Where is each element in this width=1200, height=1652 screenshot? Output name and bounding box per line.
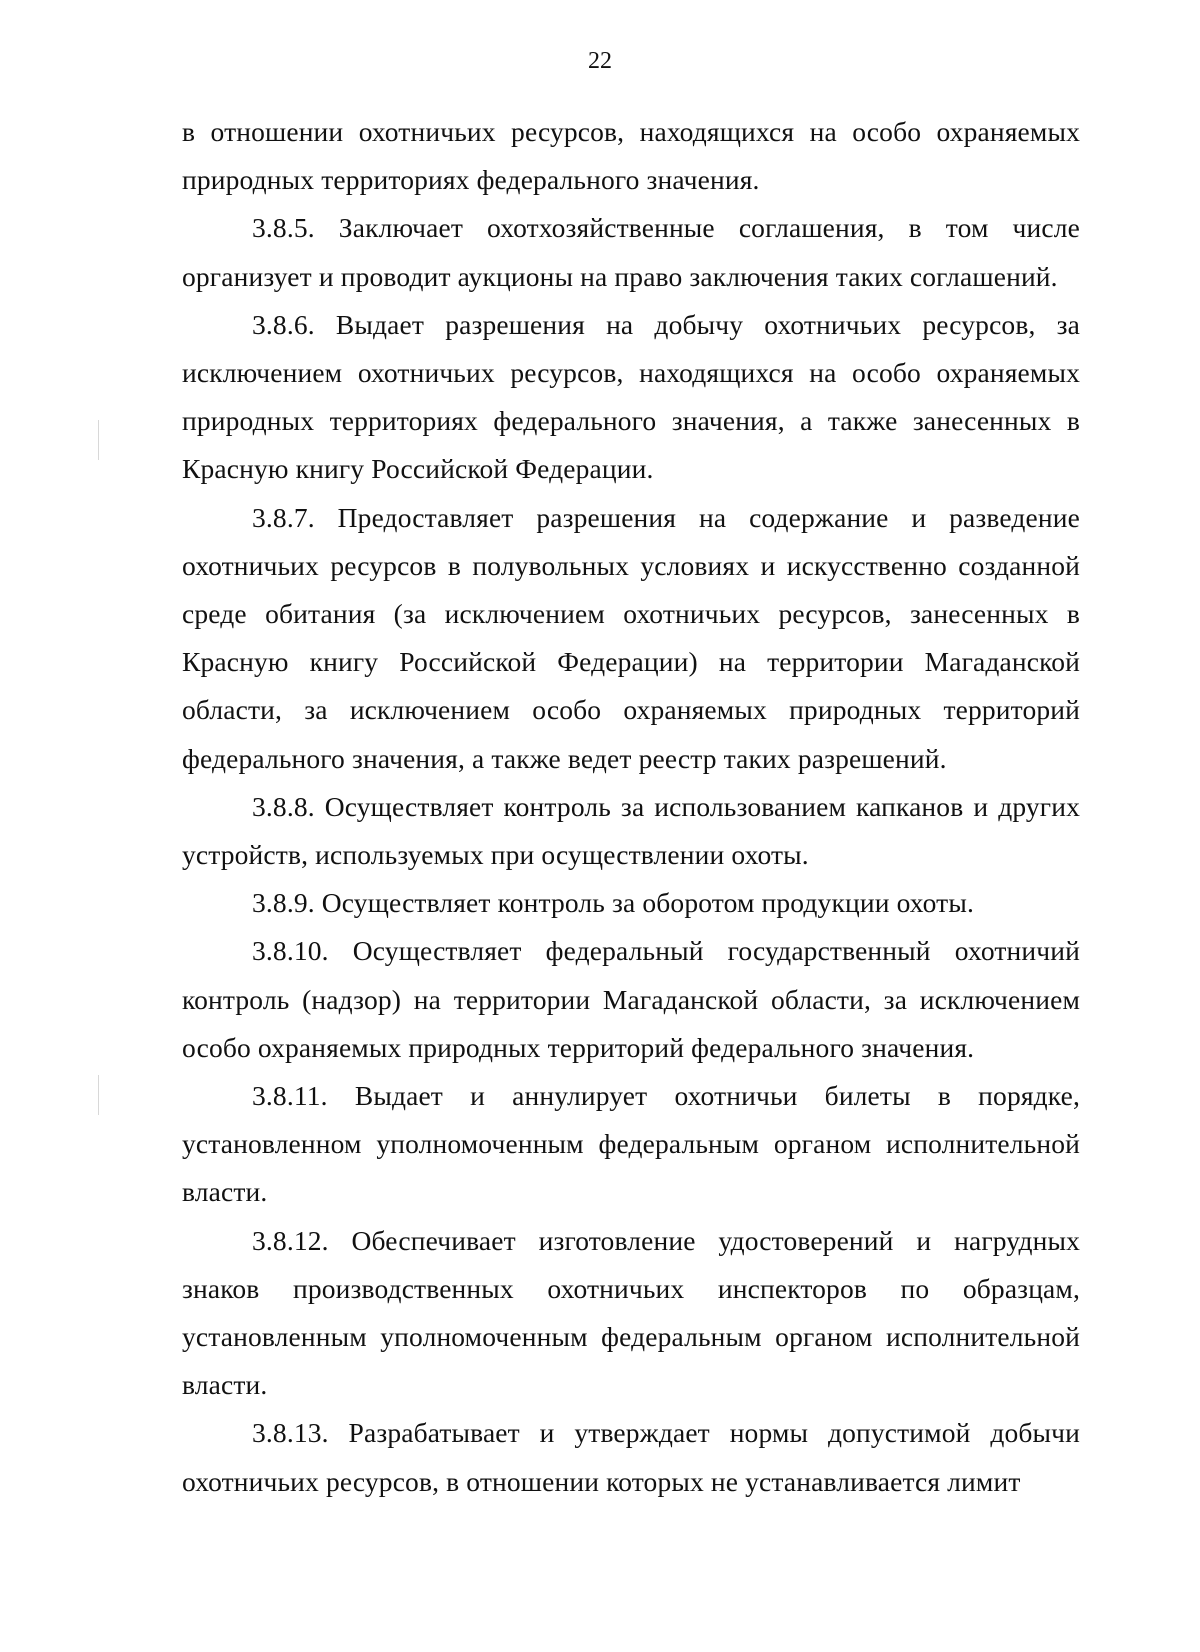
paragraph-3-8-10: 3.8.10. Осуществляет федеральный государственный охотничий контроль (надзор) на территории Магаданской области, за исключением особо охраняемых природных территорий федерального значения. (182, 935, 1080, 1063)
paragraph-3-8-6: 3.8.6. Выдает разрешения на добычу охотничьих ресурсов, за исключением охотничьих ресурсов, находящихся на особо охраняемых природных территориях федерального значения, а также занесенных в Красную книгу Российской Федерации. (182, 308, 1080, 485)
paragraph-3-8-9: 3.8.9. Осуществляет контроль за оборотом продукции охоты. (252, 887, 975, 919)
paragraph-3-8-8: 3.8.8. Осуществляет контроль за использованием капканов и других устройств, используемых при осуществлении охоты. (182, 790, 1080, 871)
paragraph-3-8-11: 3.8.11. Выдает и аннулирует охотничьи билеты в порядке, установленном уполномоченным федеральным органом исполнительной власти. (182, 1080, 1080, 1208)
paragraph-continuation: в отношении охотничьих ресурсов, находящихся на особо охраняемых природных территориях федерального значения. (182, 116, 1080, 196)
paragraph-3-8-7: 3.8.7. Предоставляет разрешения на содержание и разведение охотничьих ресурсов в полувольных условиях и искусственно созданной среде обитания (за исключением охотничьих ресурсов, занесенных в Красную книгу Российской Федерации) на территории Магаданской области, за исключением особо охраняемых природных территорий федерального значения, а также ведет реестр таких разрешений. (182, 501, 1080, 774)
paragraph-3-8-5: 3.8.5. Заключает охотхозяйственные соглашения, в том числе организует и проводит аукционы на право заключения таких соглашений. (182, 212, 1080, 292)
page-number: 22 (588, 48, 612, 74)
scan-edge-mark-upper (98, 420, 99, 460)
document-body (182, 108, 1080, 1506)
paragraph-3-8-12: 3.8.12. Обеспечивает изготовление удостоверений и нагрудных знаков производственных охотничьих инспекторов по образцам, установленным уполномоченным федеральным органом исполнительной власти. (182, 1224, 1080, 1401)
paragraph-3-8-13: 3.8.13. Разрабатывает и утверждает нормы допустимой добычи охотничьих ресурсов, в отношении которых не устанавливается лимит (182, 1417, 1080, 1497)
scan-edge-mark-lower (98, 1075, 99, 1115)
